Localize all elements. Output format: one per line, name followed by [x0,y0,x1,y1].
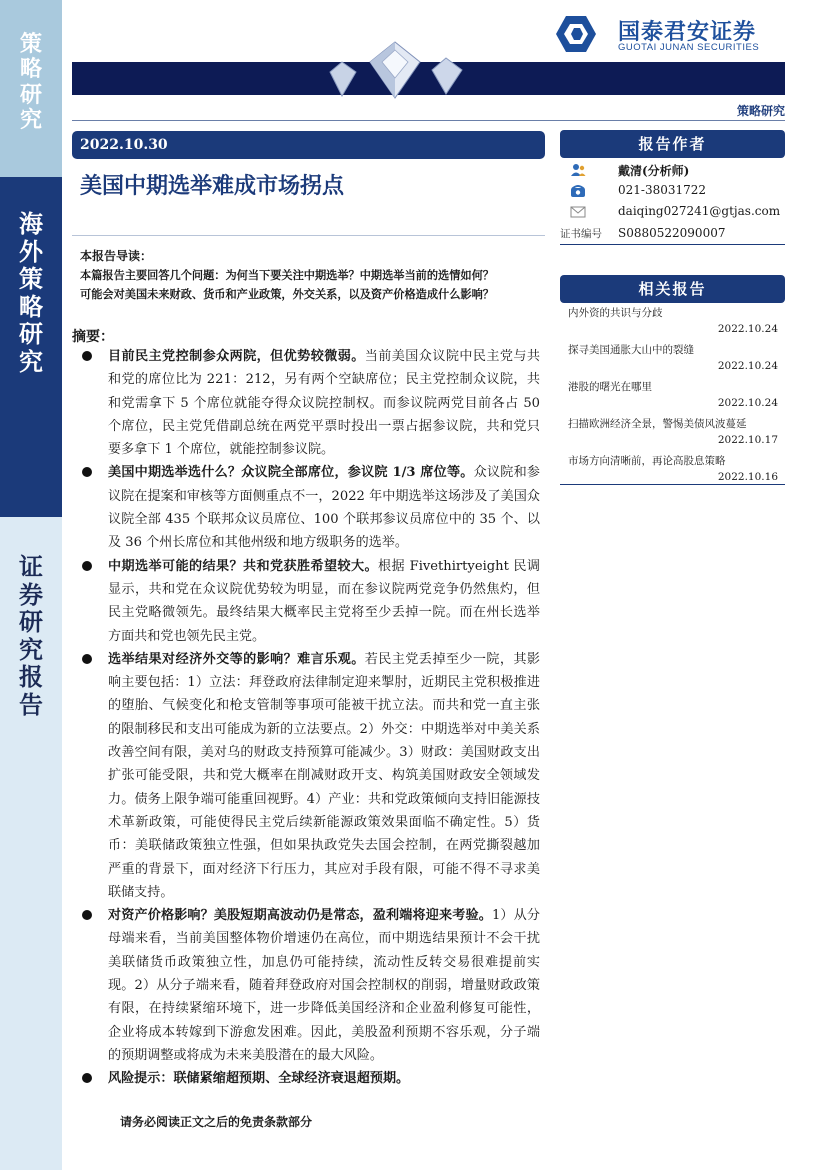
guide-line: 可能会对美国未来财政、货币和产业政策，外交关系，以及资产价格造成什么影响？ [80,287,494,301]
bullet-heading: 中期选举可能的结果？共和党获胜希望较大。 [108,558,379,574]
bullet-text: 根据 Fivethirtyeight 民调显示，共和党在众议院优势较为明显，而在参议院两党竞争仍然焦灼，但民主党略微领先。最终结果大概率民主党将至少丢掉一院。而在州长选举方面共和党也领先民主党。 [108,558,541,644]
bullet-item [80,648,540,904]
report-guide [80,247,545,304]
bullet-item [80,1067,540,1090]
related-report-item[interactable] [568,379,783,416]
sidebar-label-overseas-strategy: 海 外 策 略 研 究 [19,209,43,376]
related-report-title: 港股的曙光在哪里 [568,381,652,393]
author-box-heading: 报告作者 [560,130,785,158]
author-phone-row [560,183,785,203]
related-report-title: 探寻美国通胀大山中的裂缝 [568,344,694,356]
author-name: 戴清(分析师) [618,164,690,178]
left-sidebar [0,0,62,1170]
author-email: daiqing027241@gtjas.com [618,204,781,218]
email-icon [570,205,586,219]
bullet-heading: 目前民主党控制参众两院，但优势较微弱。 [108,349,365,364]
diamond-graphic-icon [320,38,470,100]
guide-line: 本篇报告主要回答几个问题：为何当下要关注中期选举？中期选举当前的选情如何？ [80,268,494,282]
report-date-bar [72,131,545,159]
title-divider [72,235,545,236]
related-report-title: 扫描欧洲经济全景，警惕美债风波蔓延 [568,418,747,430]
related-reports-list [568,305,783,490]
company-logo [556,14,786,54]
logo-name-en: GUOTAI JUNAN SECURITIES [618,42,760,53]
author-phone: 021-38031722 [618,183,707,197]
bullet-heading: 选举结果对经济外交等的影响？难言乐观。 [108,651,365,667]
related-report-title: 内外资的共识与分歧 [568,307,663,319]
abstract-bullets [80,345,540,1091]
report-title: 美国中期选举难成市场拐点 [80,173,345,199]
header-divider [72,120,785,121]
bullet-heading: 美国中期选举选什么？众议院全部席位，参议院 1/3 席位等。 [108,465,474,481]
person-icon [570,163,586,177]
bullet-dot-icon [82,910,92,920]
sidebar-label-securities-report: 证 券 研 究 报 告 [19,552,43,719]
cert-number: S0880522090007 [618,226,726,240]
bullet-dot-icon [82,351,92,361]
bullet-text: 众议院和参议院在提案和审核等方面侧重点不一，2022 年中期选举这场涉及了美国众议院全部 435 个联邦众议员席位、100 个联邦参议员席位中的 35 个、以及 36 个州长席位和其他州级和地方级职务的选举。 [108,465,541,551]
bullet-heading: 对资产价格影响？美股短期高波动仍是常态，盈利端将迎来考验。 [108,908,492,924]
related-report-item[interactable] [568,342,783,379]
related-report-date: 2022.10.24 [717,397,778,409]
logo-name-cn: 国泰君安证券 [618,20,757,45]
author-cert-row [560,226,785,246]
bullet-heading: 风险提示：联储紧缩超预期、全球经济衰退超预期。 [108,1071,410,1087]
related-report-title: 市场方向清晰前，再论高股息策略 [568,455,726,467]
related-report-date: 2022.10.17 [717,434,778,446]
cert-label: 证书编号 [560,228,602,240]
logo-mark-icon [556,16,596,52]
related-reports-divider [560,484,785,485]
bullet-dot-icon [82,561,92,571]
related-report-date: 2022.10.16 [717,471,778,483]
bullet-dot-icon [82,654,92,664]
related-report-item[interactable] [568,305,783,342]
related-report-date: 2022.10.24 [717,360,778,372]
bullet-dot-icon [82,1073,92,1083]
disclaimer-footer: 请务必阅读正文之后的免责条款部分 [120,1115,313,1129]
bullet-item [80,461,540,554]
bullet-text: 当前美国众议院中民主党与共和党的席位比为 221：212，另有两个空缺席位；民主党控制众议院，共和党需拿下 5 个席位就能夺得众议院控制权。而参议院两党目前各占 50 个席位，民主党凭借副总统在两党平票时投出一票占据参议院，共和党只要多拿下 1 个席位，就能控制参议院。 [108,349,541,458]
bullet-item [80,555,540,648]
related-report-date: 2022.10.24 [717,323,778,335]
header-category: 策略研究 [736,104,785,118]
sidebar-label-strategy: 策 略 研 究 [19,31,42,133]
bullet-text: 1）从分母端来看，当前美国整体物价增速仍在高位，而中期选结果预计不会干扰美联储货币政策独立性，加息仍可能持续，流动性反转交易很难提前实现。2）从分子端来看，随着拜登政府对国会控制权的削弱，增量财政政策有限，在持续紧缩环境下，进一步降低美国经济和企业盈利修复可能性，企业将成本转嫁到下游愈发困难。因此，美股盈利预期不容乐观，分子端的预期调整或将成为未来美股潜在的最大风险。 [108,908,540,1063]
author-email-row [560,204,785,224]
author-name-row [560,162,785,182]
bullet-text: 若民主党丢掉至少一院，其影响主要包括：1）立法：拜登政府法律制定迎来掣肘，近期民主党积极推进的堕胎、气候变化和枪支管制等事项可能被干扰立法。而共和党一直主张的限制移民和支出可能成为新的立法要点。2）外交：中期选举对中美关系改善空间有限，美对乌的财政支持预算可能减少。3）财政：美国财政支出扩张可能受限，共和党大概率在削减财政开支、构筑美国财政安全领域发力。债务上限争端可能重回视野。4）产业：共和党政策倾向支持旧能源技术革新政策，可能使得民主党后续新能源政策效果面临不确定性。5）货币：美联储政策独立性强，但如果执政党失去国会控制，在两党撕裂越加严重的背景下，面对经济下行压力，其应对手段有限，可能不得不寻求美联储支持。 [108,651,541,900]
related-reports-heading: 相关报告 [560,275,785,303]
guide-title: 本报告导读： [80,249,153,263]
bullet-item [80,904,540,1067]
abstract-heading: 摘要： [72,329,114,345]
related-report-item[interactable] [568,416,783,453]
report-date: 2022.10.30 [80,137,168,153]
bullet-dot-icon [82,467,92,477]
phone-icon [570,184,586,198]
author-box-divider [560,244,785,245]
bullet-item [80,345,540,461]
